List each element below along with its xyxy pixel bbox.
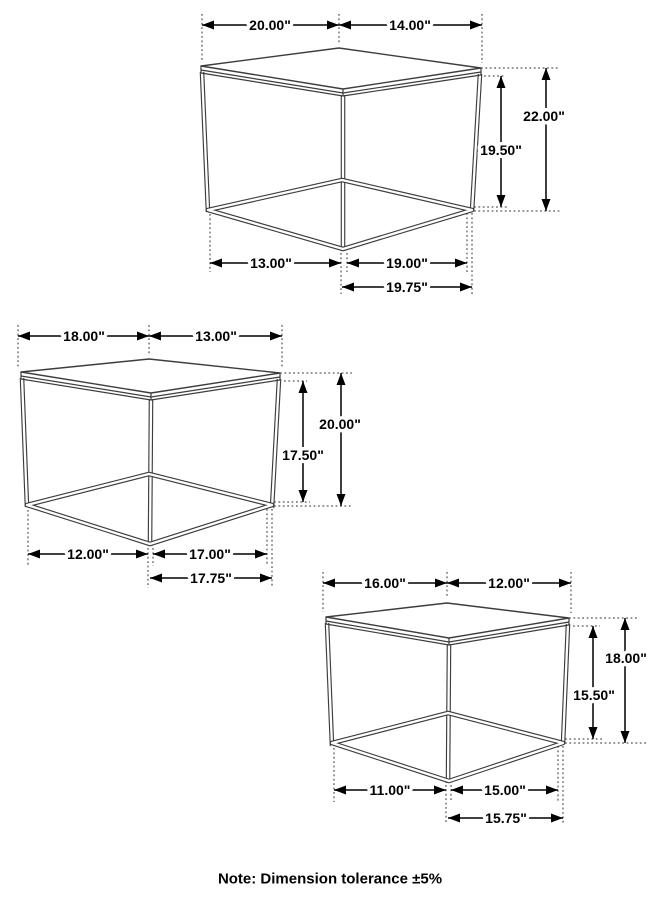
label-base-overall: 17.75" bbox=[190, 570, 232, 586]
table-large bbox=[201, 14, 565, 295]
label-overall-height: 18.00" bbox=[605, 650, 647, 666]
table-small-frame bbox=[326, 603, 569, 783]
label-top-width: 18.00" bbox=[63, 328, 105, 344]
table-large-frame bbox=[201, 48, 481, 251]
label-top-depth: 12.00" bbox=[488, 575, 530, 591]
label-overall-height: 22.00" bbox=[523, 108, 565, 124]
label-base-right: 15.00" bbox=[484, 782, 526, 798]
tolerance-note: Note: Dimension tolerance ±5% bbox=[217, 870, 443, 888]
label-top-width: 16.00" bbox=[364, 575, 406, 591]
table-medium bbox=[18, 325, 361, 588]
table-top-surface bbox=[201, 48, 481, 89]
label-under-clearance: 15.50" bbox=[573, 687, 615, 703]
label-top-depth: 13.00" bbox=[195, 328, 237, 344]
label-base-overall: 15.75" bbox=[485, 810, 527, 826]
label-top-width: 20.00" bbox=[249, 17, 291, 33]
label-top-depth: 14.00" bbox=[389, 17, 431, 33]
label-base-overall: 19.75" bbox=[386, 279, 428, 295]
label-base-right: 19.00" bbox=[386, 255, 428, 271]
label-base-left: 11.00" bbox=[369, 782, 411, 798]
base-stretcher-frame bbox=[208, 180, 472, 249]
label-under-clearance: 17.50" bbox=[282, 447, 324, 463]
table-top-surface bbox=[21, 359, 280, 393]
table-medium-frame bbox=[21, 359, 280, 546]
label-base-left: 13.00" bbox=[250, 255, 292, 271]
label-overall-height: 20.00" bbox=[319, 416, 361, 432]
base-stretcher-frame bbox=[208, 180, 472, 249]
label-under-clearance: 19.50" bbox=[480, 142, 522, 158]
label-base-left: 12.00" bbox=[67, 546, 109, 562]
leg-right bbox=[272, 379, 279, 508]
table-small bbox=[323, 572, 648, 826]
label-base-right: 17.00" bbox=[189, 546, 231, 562]
leg-right bbox=[472, 74, 480, 211]
table-top-surface bbox=[326, 603, 569, 638]
